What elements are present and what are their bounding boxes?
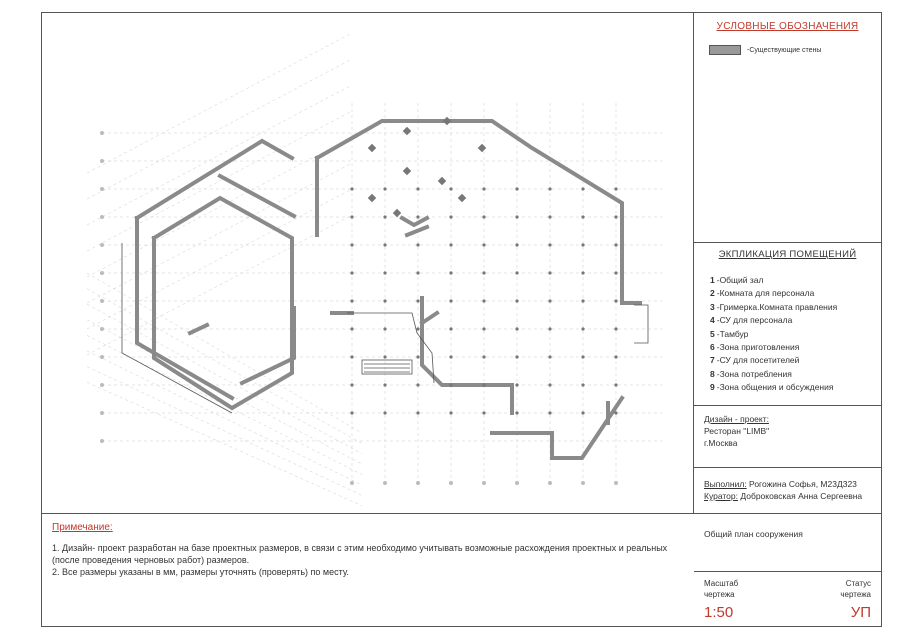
project-block bbox=[694, 406, 881, 468]
scale-value: 1:50 bbox=[704, 604, 734, 621]
room-item: 5 -Тамбур bbox=[710, 328, 749, 339]
room-item: 3 -Гримерка.Комната правления bbox=[710, 301, 838, 312]
room-item: 1 -Общий зал bbox=[710, 275, 764, 285]
notes-title: Примечание: bbox=[52, 522, 113, 533]
scale-label-1: Масштаб bbox=[704, 579, 739, 588]
room-item: 6 -Зона приготовления bbox=[710, 342, 800, 353]
explication-title: ЭКПЛИКАЦИЯ ПОМЕЩЕНИЙ bbox=[718, 249, 857, 260]
project-city: г.Москва bbox=[704, 438, 738, 448]
performer-label: Выполнил: bbox=[704, 479, 747, 489]
project-name: Ресторан "LIMB" bbox=[704, 426, 770, 436]
curator-label: Куратор: bbox=[704, 491, 738, 501]
floor-plan bbox=[42, 13, 694, 514]
room-item: 7 -СУ для посетителей bbox=[710, 355, 800, 366]
legend-item-label: -Существующие стены bbox=[747, 46, 822, 54]
explication-block bbox=[694, 243, 881, 406]
status-label-2: чертежа bbox=[840, 590, 871, 599]
notes-section bbox=[42, 514, 694, 628]
scale-label-2: чертежа bbox=[704, 590, 735, 599]
room-item: 8 -Зона потребления bbox=[710, 368, 792, 379]
room-item: 9 -Зона общения и обсуждения bbox=[710, 382, 834, 393]
note-line-1: 1. Дизайн- проект разработан на базе проектных размеров, в связи с этим необходимо учитывать возможные расхождения проектных и реальных (после проведения черновых работ) размеров. bbox=[52, 543, 668, 565]
legend-item bbox=[709, 45, 881, 55]
curator-name: Доброковская Анна Сергеевна bbox=[740, 491, 863, 501]
room-list bbox=[710, 274, 881, 395]
drawing-sheet bbox=[41, 12, 882, 627]
status-value: УП bbox=[850, 604, 871, 621]
sheet-title: Общий план сооружения bbox=[704, 529, 803, 539]
legend-title: УСЛОВНЫЕ ОБОЗНАЧЕНИЯ bbox=[716, 21, 859, 32]
room-item: 4 -СУ для персонала bbox=[710, 315, 793, 326]
authors-block bbox=[694, 468, 881, 514]
floor-plan-drawing bbox=[42, 13, 694, 514]
legend-block bbox=[694, 13, 881, 243]
stamp-block bbox=[694, 572, 881, 626]
note-line-2: 2. Все размеры указаны в мм, размеры уточнять (проверять) по месту. bbox=[52, 567, 349, 577]
project-label: Дизайн - проект: bbox=[704, 414, 769, 424]
performer-name: Рогожина Софья, М23Д323 bbox=[749, 479, 857, 489]
wall-swatch bbox=[709, 45, 741, 55]
sheet-title-block bbox=[694, 514, 881, 572]
title-block bbox=[694, 13, 881, 626]
room-item: 2 -Комната для персонала bbox=[710, 288, 815, 299]
status-label-1: Статус bbox=[845, 579, 871, 588]
